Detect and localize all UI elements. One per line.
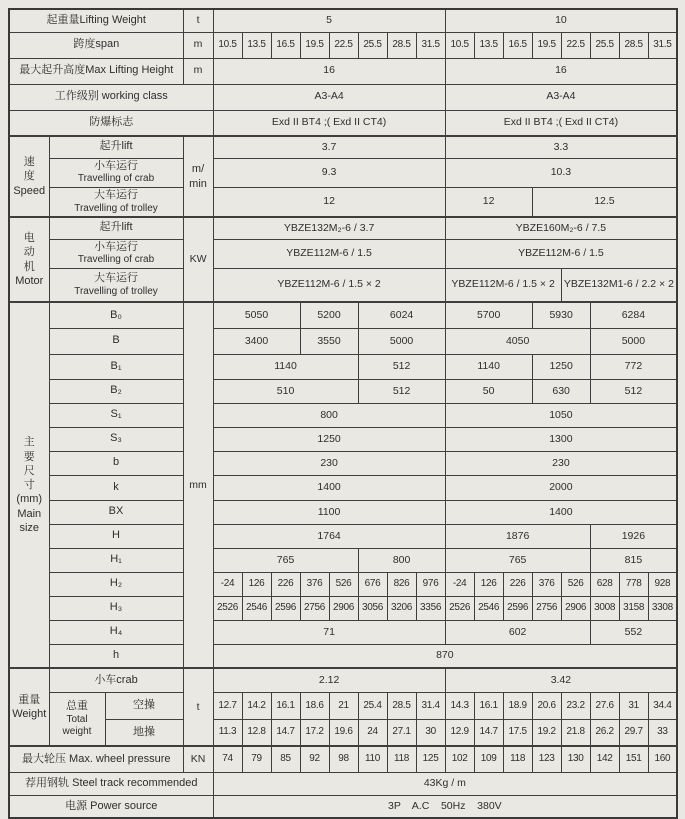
value-cell: 2526 [213,596,242,620]
dim-label-B0: B₀ [49,302,183,328]
main-size-row-H2 [9,572,677,596]
value-cell: 18.9 [503,692,532,719]
value-cell: 17.2 [300,719,329,746]
span-value: 25.5 [590,32,619,58]
speed-crab-row [9,158,677,187]
value-cell: 3356 [416,596,445,620]
value-cell: 18.6 [300,692,329,719]
value-cell: 20.6 [532,692,561,719]
value-cell: 19.6 [329,719,358,746]
value-cell: 14.7 [271,719,300,746]
main-size-row-H1 [9,548,677,572]
value-cell: 125 [416,746,445,772]
value-cell: 151 [619,746,648,772]
motor-crab-10t: YBZE112M-6 / 1.5 [445,239,677,268]
value-cell: 1050 [445,403,677,427]
motor-trolley-label: 大车运行 Travelling of trolley [49,268,183,302]
dim-label-S1: S₁ [49,403,183,427]
span-value: 10.5 [445,32,474,58]
motor-category: 电 动 机 Motor [9,217,49,302]
span-value: 10.5 [213,32,242,58]
main-size-row-S1 [9,403,677,427]
speed-lift-10t: 3.3 [445,136,677,158]
value-cell: 74 [213,746,242,772]
value-cell: 870 [213,644,677,668]
value-cell: 71 [213,620,445,644]
value-cell: 30 [416,719,445,746]
value-cell: 630 [532,379,590,403]
total-weight-label: 总重 Total weight [49,692,105,746]
motor-crab-row [9,239,677,268]
value-cell: 226 [271,572,300,596]
value-cell: 19.2 [532,719,561,746]
value-cell: 3400 [213,328,300,354]
span-value: 13.5 [242,32,271,58]
span-value: 19.5 [532,32,561,58]
value-cell: 16.1 [271,692,300,719]
lifting-weight-5t: 5 [213,9,445,32]
span-value: 25.5 [358,32,387,58]
value-cell: 3158 [619,596,648,620]
steel-track-label: 荐用钢轨 Steel track recommended [9,772,213,795]
value-cell: 765 [213,548,358,572]
main-size-row-BX [9,500,677,524]
weight-category: 重量 Weight [9,668,49,746]
value-cell: 778 [619,572,648,596]
motor-trolley-5t: YBZE112M-6 / 1.5 × 2 [213,268,445,302]
value-cell: 142 [590,746,619,772]
value-cell: 5930 [532,302,590,328]
value-cell: 602 [445,620,590,644]
weight-crab-label: 小车crab [49,668,183,692]
dim-label-BX: BX [49,500,183,524]
working-class-label: 工作级别 working class [9,84,213,110]
value-cell: 21.8 [561,719,590,746]
value-cell: 2906 [561,596,590,620]
max-height-5t: 16 [213,58,445,84]
span-value: 13.5 [474,32,503,58]
weight-crab-5t: 2.12 [213,668,445,692]
span-value: 22.5 [561,32,590,58]
span-value: 31.5 [648,32,677,58]
dim-label-h: h [49,644,183,668]
value-cell: 14.7 [474,719,503,746]
wheel-pressure-row [9,746,677,772]
value-cell: 2546 [474,596,503,620]
value-cell: 800 [213,403,445,427]
value-cell: 85 [271,746,300,772]
speed-lift-5t: 3.7 [213,136,445,158]
dim-label-b: b [49,451,183,475]
value-cell: 512 [358,379,445,403]
value-cell: 123 [532,746,561,772]
value-cell: 50 [445,379,532,403]
value-cell: 33 [648,719,677,746]
main-size-row-H4 [9,620,677,644]
value-cell: 26.2 [590,719,619,746]
speed-crab-label: 小车运行 Travelling of crab [49,158,183,187]
value-cell: 1926 [590,524,677,548]
wheel-pressure-label: 最大轮压 Max. wheel pressure [9,746,183,772]
ex-mark-label: 防爆标志 [9,110,213,136]
value-cell: 1300 [445,427,677,451]
value-cell: 16.1 [474,692,503,719]
value-cell: 510 [213,379,358,403]
max-height-row [9,58,677,84]
span-value: 31.5 [416,32,445,58]
value-cell: 79 [242,746,271,772]
main-size-unit: mm [183,302,213,668]
value-cell: 765 [445,548,590,572]
lifting-weight-10t: 10 [445,9,677,32]
value-cell: 14.2 [242,692,271,719]
speed-trolley-10t-a: 12 [445,187,532,217]
main-size-row-k [9,475,677,500]
span-value: 28.5 [387,32,416,58]
span-value: 16.5 [271,32,300,58]
motor-lift-label: 起升lift [49,217,183,239]
max-height-label: 最大起升高度Max Lifting Height [9,58,183,84]
value-cell: 2526 [445,596,474,620]
value-cell: 376 [532,572,561,596]
ex-mark-10t: Exd II BT4 ;( Exd II CT4) [445,110,677,136]
value-cell: 34.4 [648,692,677,719]
working-class-10t: A3-A4 [445,84,677,110]
span-unit: m [183,32,213,58]
weight-unit: t [183,668,213,746]
motor-trolley-10t-a: YBZE112M-6 / 1.5 × 2 [445,268,561,302]
wheel-pressure-unit: KN [183,746,213,772]
value-cell: 552 [590,620,677,644]
speed-trolley-row [9,187,677,217]
span-label: 跨度span [9,32,183,58]
value-cell: 512 [358,354,445,379]
main-size-row-B0 [9,302,677,328]
speed-trolley-label: 大车运行 Travelling of trolley [49,187,183,217]
lifting-weight-row [9,9,677,32]
motor-unit: KW [183,217,213,302]
value-cell: 815 [590,548,677,572]
ex-mark-5t: Exd II BT4 ;( Exd II CT4) [213,110,445,136]
speed-category: 速 度 Speed [9,136,49,217]
speed-lift-label: 起升lift [49,136,183,158]
value-cell: 772 [590,354,677,379]
air-operated-label: 空操 [105,692,183,719]
value-cell: 31 [619,692,648,719]
motor-lift-10t: YBZE160M₂-6 / 7.5 [445,217,677,239]
value-cell: 1764 [213,524,445,548]
value-cell: 1250 [213,427,445,451]
value-cell: 118 [503,746,532,772]
dim-label-H1: H₁ [49,548,183,572]
power-source-label: 电源 Power source [9,795,213,818]
steel-track-row [9,772,677,795]
motor-lift-row [9,217,677,239]
dim-label-H4: H₄ [49,620,183,644]
value-cell: 2756 [300,596,329,620]
value-cell: 512 [590,379,677,403]
ground-operated-label: 地操 [105,719,183,746]
main-size-row-h [9,644,677,668]
value-cell: 1400 [445,500,677,524]
value-cell: 2906 [329,596,358,620]
speed-unit: m/ min [183,136,213,217]
value-cell: 12.7 [213,692,242,719]
value-cell: 1876 [445,524,590,548]
value-cell: 24 [358,719,387,746]
value-cell: 628 [590,572,619,596]
span-value: 16.5 [503,32,532,58]
value-cell: 5000 [358,328,445,354]
motor-trolley-10t-b: YBZE132M1-6 / 2.2 × 2 [561,268,677,302]
value-cell: -24 [445,572,474,596]
value-cell: 2596 [503,596,532,620]
value-cell: 2546 [242,596,271,620]
value-cell: 826 [387,572,416,596]
value-cell: 126 [242,572,271,596]
value-cell: 1250 [532,354,590,379]
value-cell: 27.1 [387,719,416,746]
value-cell: 1100 [213,500,445,524]
span-value: 22.5 [329,32,358,58]
dim-label-H3: H₃ [49,596,183,620]
dim-label-S3: S₃ [49,427,183,451]
value-cell: 526 [329,572,358,596]
dim-label-H: H [49,524,183,548]
main-size-row-H3 [9,596,677,620]
value-cell: 118 [387,746,416,772]
dim-label-B2: B₂ [49,379,183,403]
value-cell: 102 [445,746,474,772]
steel-track-value: 43Kg / m [213,772,677,795]
main-size-row-b [9,451,677,475]
value-cell: 109 [474,746,503,772]
working-class-5t: A3-A4 [213,84,445,110]
main-size-row-B2 [9,379,677,403]
value-cell: 4050 [445,328,590,354]
value-cell: 17.5 [503,719,532,746]
value-cell: 11.3 [213,719,242,746]
weight-air-row [9,692,677,719]
value-cell: 1400 [213,475,445,500]
value-cell: 376 [300,572,329,596]
value-cell: 230 [445,451,677,475]
value-cell: 160 [648,746,677,772]
value-cell: 92 [300,746,329,772]
value-cell: 3206 [387,596,416,620]
value-cell: 126 [474,572,503,596]
value-cell: 130 [561,746,590,772]
value-cell: 3308 [648,596,677,620]
value-cell: 2596 [271,596,300,620]
dim-label-k: k [49,475,183,500]
value-cell: 2000 [445,475,677,500]
value-cell: 676 [358,572,387,596]
value-cell: 98 [329,746,358,772]
lifting-weight-label: 起重量Lifting Weight [9,9,183,32]
value-cell: 3008 [590,596,619,620]
crane-spec-table [8,8,678,819]
power-source-value: 3P A.C 50Hz 380V [213,795,677,818]
value-cell: 2756 [532,596,561,620]
value-cell: 12.8 [242,719,271,746]
power-source-row [9,795,677,818]
value-cell: 226 [503,572,532,596]
main-size-category: 主 要 尺 寸 (mm) Main size [9,302,49,668]
motor-crab-5t: YBZE112M-6 / 1.5 [213,239,445,268]
value-cell: 5000 [590,328,677,354]
motor-trolley-row [9,268,677,302]
max-height-unit: m [183,58,213,84]
speed-crab-10t: 10.3 [445,158,677,187]
value-cell: 12.9 [445,719,474,746]
value-cell: 3550 [300,328,358,354]
span-value: 19.5 [300,32,329,58]
weight-ground-row [9,719,677,746]
lifting-weight-unit: t [183,9,213,32]
dim-label-H2: H₂ [49,572,183,596]
speed-trolley-5t: 12 [213,187,445,217]
value-cell: 1140 [213,354,358,379]
ex-mark-row [9,110,677,136]
value-cell: 29.7 [619,719,648,746]
weight-crab-row [9,668,677,692]
value-cell: -24 [213,572,242,596]
value-cell: 800 [358,548,445,572]
main-size-row-B1 [9,354,677,379]
value-cell: 5050 [213,302,300,328]
motor-crab-label: 小车运行 Travelling of crab [49,239,183,268]
value-cell: 14.3 [445,692,474,719]
motor-lift-5t: YBZE132M₂-6 / 3.7 [213,217,445,239]
speed-lift-row [9,136,677,158]
value-cell: 27.6 [590,692,619,719]
value-cell: 21 [329,692,358,719]
main-size-row-S3 [9,427,677,451]
value-cell: 5700 [445,302,532,328]
value-cell: 25.4 [358,692,387,719]
value-cell: 3056 [358,596,387,620]
dim-label-B1: B₁ [49,354,183,379]
dim-label-B: B [49,328,183,354]
speed-crab-5t: 9.3 [213,158,445,187]
working-class-row [9,84,677,110]
span-value: 28.5 [619,32,648,58]
value-cell: 5200 [300,302,358,328]
value-cell: 928 [648,572,677,596]
value-cell: 1140 [445,354,532,379]
speed-trolley-10t-b: 12.5 [532,187,677,217]
weight-crab-10t: 3.42 [445,668,677,692]
main-size-row-B [9,328,677,354]
value-cell: 31.4 [416,692,445,719]
value-cell: 230 [213,451,445,475]
value-cell: 6284 [590,302,677,328]
max-height-10t: 16 [445,58,677,84]
value-cell: 526 [561,572,590,596]
value-cell: 976 [416,572,445,596]
span-row [9,32,677,58]
value-cell: 23.2 [561,692,590,719]
value-cell: 28.5 [387,692,416,719]
value-cell: 6024 [358,302,445,328]
value-cell: 110 [358,746,387,772]
main-size-row-H [9,524,677,548]
